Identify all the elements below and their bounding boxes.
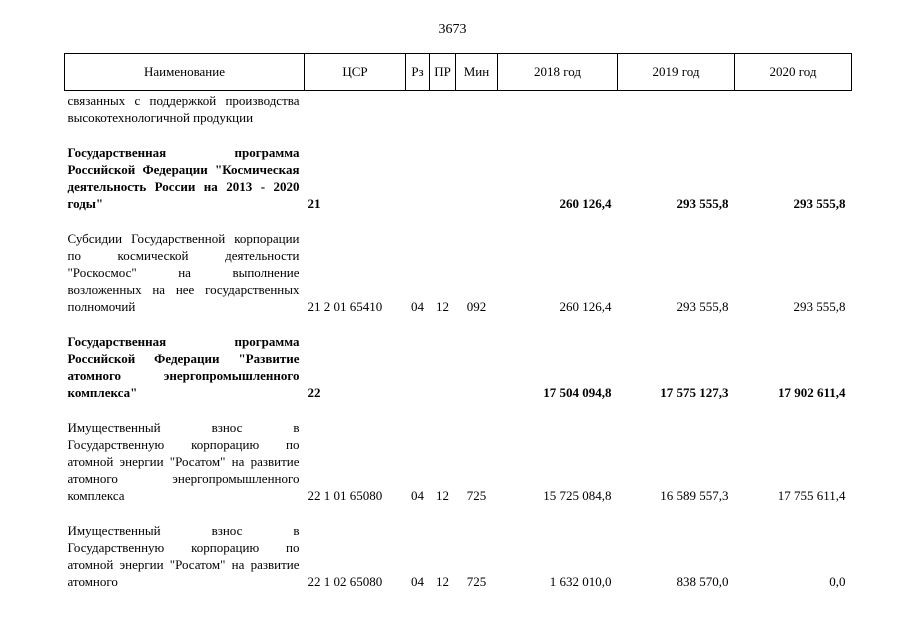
- header-min: Мин: [456, 54, 498, 91]
- row-2020: [735, 91, 852, 127]
- row-csr: 21 2 01 65410: [307, 299, 383, 314]
- table-row: [65, 419, 852, 504]
- budget-table: [64, 53, 852, 590]
- row-min: 092: [466, 299, 487, 314]
- row-pr: [430, 91, 456, 127]
- row-csr: 22 1 02 65080: [307, 574, 383, 589]
- row-min: 725: [466, 488, 487, 503]
- row-2018: 15 725 084,8: [543, 488, 612, 503]
- row-pr: 12: [436, 574, 449, 589]
- row-2018: [498, 91, 618, 127]
- row-2020: 293 555,8: [793, 299, 846, 314]
- header-name: Наименование: [65, 54, 305, 91]
- row-pr: 12: [436, 299, 449, 314]
- header-pr: ПР: [430, 54, 456, 91]
- row-2019: 293 555,8: [676, 299, 729, 314]
- row-rz: 04: [411, 488, 424, 503]
- row-spacer: [65, 504, 852, 522]
- row-2020: 293 555,8: [793, 196, 846, 211]
- row-2019: 838 570,0: [676, 574, 729, 589]
- table-row: [65, 522, 852, 590]
- row-spacer: [65, 315, 852, 333]
- header-csr: ЦСР: [305, 54, 406, 91]
- row-spacer: [65, 212, 852, 230]
- row-rz: [406, 91, 430, 127]
- row-min: [456, 91, 498, 127]
- row-name: Государственная программа Российской Федерации "Космическая деятельность России на 2013 - 2020 годы": [67, 145, 300, 211]
- row-rz: 04: [411, 299, 424, 314]
- row-pr: [430, 333, 456, 401]
- row-2018: 260 126,4: [559, 196, 612, 211]
- page-number: 3673: [438, 22, 467, 37]
- row-csr: 22 1 01 65080: [307, 488, 383, 503]
- row-2019: 17 575 127,3: [660, 385, 729, 400]
- row-2018: 1 632 010,0: [549, 574, 612, 589]
- table-row: [65, 230, 852, 315]
- row-min: [456, 144, 498, 212]
- row-csr: 22: [307, 385, 321, 400]
- row-2020: 0,0: [829, 574, 846, 589]
- row-spacer: [65, 401, 852, 419]
- header-2019: 2019 год: [618, 54, 735, 91]
- row-csr: 21: [307, 196, 321, 211]
- row-pr: [430, 144, 456, 212]
- row-2020: 17 755 611,4: [777, 488, 846, 503]
- row-rz: [406, 333, 430, 401]
- row-2019: 16 589 557,3: [660, 488, 729, 503]
- header-rz: Рз: [406, 54, 430, 91]
- row-name: Имущественный взнос в Государственную корпорацию по атомной энергии "Росатом" на развитие атомного энергопромышленного комплекса: [67, 420, 300, 503]
- row-2019: 293 555,8: [676, 196, 729, 211]
- table-header-row: [65, 54, 852, 91]
- row-rz: 04: [411, 574, 424, 589]
- table-row: [65, 333, 852, 401]
- row-min: [456, 333, 498, 401]
- row-min: 725: [466, 574, 487, 589]
- table-row: [65, 144, 852, 212]
- row-2018: 260 126,4: [559, 299, 612, 314]
- row-name: Имущественный взнос в Государственную корпорацию по атомной энергии "Росатом" на развитие атомного: [67, 523, 300, 589]
- row-csr: [305, 91, 406, 127]
- row-pr: 12: [436, 488, 449, 503]
- row-spacer: [65, 126, 852, 144]
- row-2019: [618, 91, 735, 127]
- row-name: Субсидии Государственной корпорации по космической деятельности "Роскосмос" на выполнение возложенных на нее государственных полномочий: [67, 231, 300, 314]
- row-rz: [406, 144, 430, 212]
- header-2018: 2018 год: [498, 54, 618, 91]
- row-2018: 17 504 094,8: [543, 385, 612, 400]
- header-2020: 2020 год: [735, 54, 852, 91]
- row-name: связанных с поддержкой производства высокотехнологичной продукции: [67, 93, 300, 125]
- row-name: Государственная программа Российской Федерации "Развитие атомного энергопромышленного комплекса": [67, 334, 300, 400]
- table-row: [65, 91, 852, 127]
- row-2020: 17 902 611,4: [777, 385, 846, 400]
